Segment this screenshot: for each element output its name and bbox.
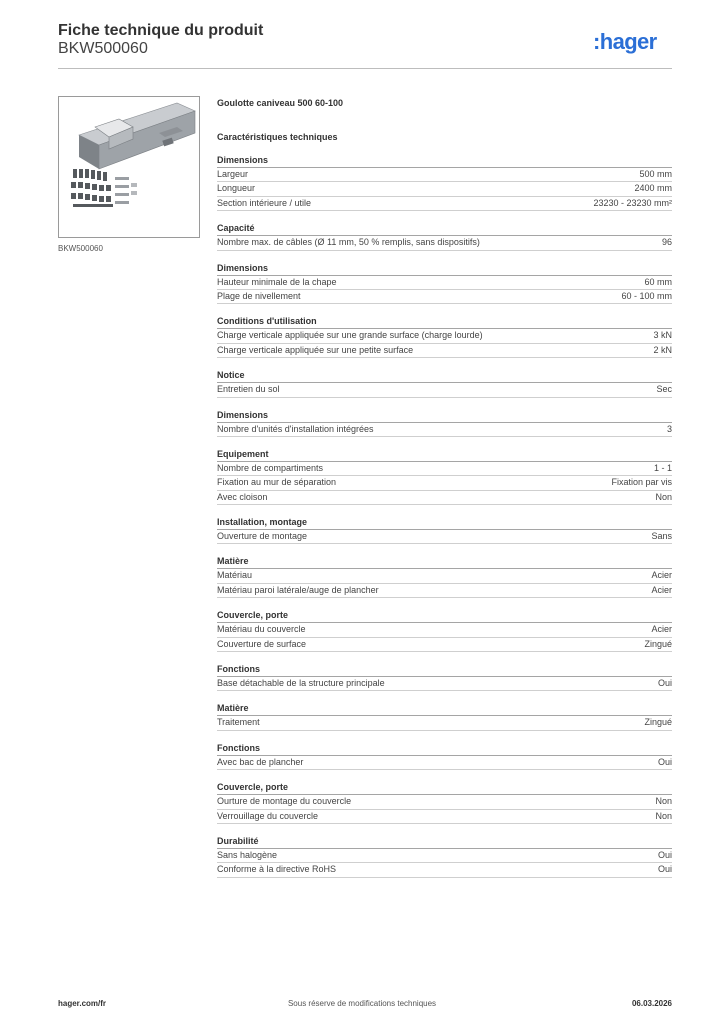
spec-value: 23230 - 23230 mm² [593,197,672,208]
spec-label: Sans halogène [217,849,278,860]
spec-row [217,168,672,182]
section-title: Matière [217,555,672,569]
spec-row [217,423,672,437]
spec-value: 2 kN [653,344,672,355]
spec-section [217,315,672,358]
spec-row [217,530,672,544]
spec-label: Longueur [217,183,256,194]
spec-row [217,716,672,730]
spec-value: Non [655,810,672,821]
spec-value: 3 [666,423,672,434]
section-title: Equipement [217,448,672,462]
spec-section [217,516,672,544]
spec-value: Fixation par vis [611,477,672,488]
spec-sections [217,154,672,878]
spec-value: 60 mm [644,276,672,287]
section-title: Couvercle, porte [217,609,672,623]
spec-section [217,555,672,598]
spec-label: Entretien du sol [217,384,280,395]
section-title: Capacité [217,222,672,236]
spec-label: Base détachable de la structure principale [217,678,385,689]
header-divider [58,68,672,69]
spec-value: 96 [661,237,672,248]
specs-heading: Caractéristiques techniques [217,132,338,142]
spec-section [217,154,672,211]
spec-label: Fixation au mur de séparation [217,477,337,488]
spec-section [217,781,672,824]
spec-value: Non [655,491,672,502]
spec-content [217,97,672,889]
product-image [58,96,200,238]
spec-value: Zingué [644,638,672,649]
page-title: Fiche technique du produit [58,22,264,39]
section-title: Dimensions [217,262,672,276]
spec-label: Charge verticale appliquée sur une petite surface [217,344,414,355]
image-caption: BKW500060 [58,244,103,253]
hager-logo [593,26,677,58]
spec-row [217,236,672,250]
spec-label: Matériau du couvercle [217,624,306,635]
section-title: Conditions d'utilisation [217,315,672,329]
spec-value: Oui [657,864,672,875]
spec-value: 1 - 1 [653,462,672,473]
spec-row [217,677,672,691]
spec-row [217,491,672,505]
spec-row [217,197,672,211]
spec-label: Hauteur minimale de la chape [217,276,337,287]
spec-value: Non [655,796,672,807]
spec-value: 2400 mm [634,183,672,194]
section-title: Durabilité [217,835,672,849]
section-title: Installation, montage [217,516,672,530]
spec-label: Couverture de surface [217,638,307,649]
spec-value: Sans [651,531,672,542]
spec-value: Oui [657,849,672,860]
spec-section [217,663,672,691]
section-title: Dimensions [217,154,672,168]
spec-row [217,276,672,290]
spec-row [217,182,672,196]
spec-value: Acier [651,624,672,635]
spec-row [217,810,672,824]
spec-row [217,290,672,304]
spec-row [217,849,672,863]
product-name: Goulotte caniveau 500 60-100 [217,98,344,108]
spec-value: Sec [656,384,672,395]
section-title: Fonctions [217,742,672,756]
spec-row [217,383,672,397]
spec-label: Conforme à la directive RoHS [217,864,337,875]
spec-label: Avec bac de plancher [217,756,304,767]
spec-label: Ouverture de montage [217,531,308,542]
footer-website: hager.com/fr [58,999,107,1008]
spec-row [217,638,672,652]
product-reference: BKW500060 [58,40,148,57]
spec-row [217,584,672,598]
spec-row [217,569,672,583]
spec-label: Matériau [217,570,253,581]
section-title: Fonctions [217,663,672,677]
spec-section [217,448,672,505]
spec-row [217,476,672,490]
spec-label: Ourture de montage du couvercle [217,796,352,807]
spec-value: 500 mm [639,169,672,179]
floor-duct-illustration [59,97,199,237]
spec-value: Acier [651,570,672,581]
spec-section [217,369,672,397]
spec-label: Charge verticale appliquée sur une grande surface (charge lourde) [217,330,483,341]
spec-section [217,742,672,770]
hager-logo-text: :hager [593,29,657,54]
spec-row [217,462,672,476]
spec-row [217,344,672,358]
spec-section [217,702,672,730]
spec-label: Avec cloison [217,491,268,502]
footer-date: 06.03.2026 [631,999,672,1008]
spec-row [217,756,672,770]
section-title: Notice [217,369,672,383]
spec-row [217,863,672,877]
section-title: Matière [217,702,672,716]
spec-label: Section intérieure / utile [217,197,312,208]
spec-value: Acier [651,584,672,595]
spec-label: Matériau paroi latérale/auge de plancher [217,584,379,595]
spec-value: Oui [657,756,672,767]
spec-section [217,409,672,437]
spec-label: Largeur [217,169,249,179]
spec-value: Oui [657,678,672,689]
spec-section [217,609,672,652]
spec-label: Plage de nivellement [217,290,301,301]
spec-section [217,222,672,250]
spec-label: Traitement [217,717,260,728]
footer-disclaimer: Sous réserve de modifications techniques [287,999,437,1008]
section-title: Couvercle, porte [217,781,672,795]
spec-label: Nombre max. de câbles (Ø 11 mm, 50 % remplis, sans dispositifs) [217,237,480,248]
spec-row [217,795,672,809]
spec-label: Nombre de compartiments [217,462,324,473]
spec-label: Verrouillage du couvercle [217,810,319,821]
section-title: Dimensions [217,409,672,423]
spec-section [217,835,672,878]
spec-row [217,623,672,637]
spec-row [217,329,672,343]
spec-value: 3 kN [653,330,672,341]
spec-section [217,262,672,305]
spec-label: Nombre d'unités d'installation intégrées [217,423,374,434]
spec-value: Zingué [644,717,672,728]
spec-value: 60 - 100 mm [621,290,672,301]
